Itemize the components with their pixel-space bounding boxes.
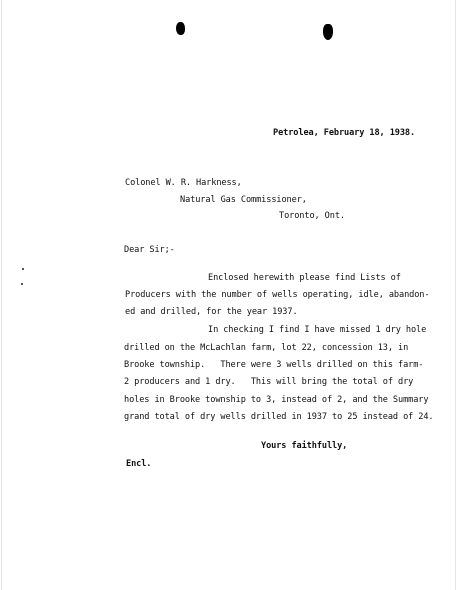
body-line: grand total of dry wells drilled in 1937 to 25 instead of 24. xyxy=(124,412,434,422)
punch-hole-right xyxy=(323,24,333,40)
body-line: Enclosed herewith please find Lists of xyxy=(208,273,401,283)
body-line: Producers with the number of wells operating, idle, abandon- xyxy=(125,290,430,300)
body-line: 2 producers and 1 dry. This will bring the total of dry xyxy=(124,377,414,387)
body-line: ed and drilled, for the year 1937. xyxy=(125,307,298,317)
speck xyxy=(21,283,23,285)
body-line: In checking I find I have missed 1 dry hole xyxy=(208,325,427,335)
recipient-title: Natural Gas Commissioner, xyxy=(180,195,307,205)
body-line: holes in Brooke township to 3, instead of 2, and the Summary xyxy=(124,395,429,405)
recipient-city: Toronto, Ont. xyxy=(279,211,345,221)
scan-edge xyxy=(455,0,456,590)
speck xyxy=(22,268,24,270)
enclosure: Encl. xyxy=(126,459,152,469)
punch-hole-left xyxy=(176,22,185,35)
salutation: Dear Sir;- xyxy=(124,245,175,255)
scan-edge xyxy=(1,0,2,590)
recipient-name: Colonel W. R. Harkness, xyxy=(125,178,242,188)
body-line: drilled on the McLachlan farm, lot 22, concession 13, in xyxy=(124,343,409,353)
closing: Yours faithfully, xyxy=(261,441,348,451)
body-line: Brooke township. There were 3 wells drilled on this farm- xyxy=(124,360,424,370)
place-date: Petrolea, February 18, 1938. xyxy=(273,128,416,138)
